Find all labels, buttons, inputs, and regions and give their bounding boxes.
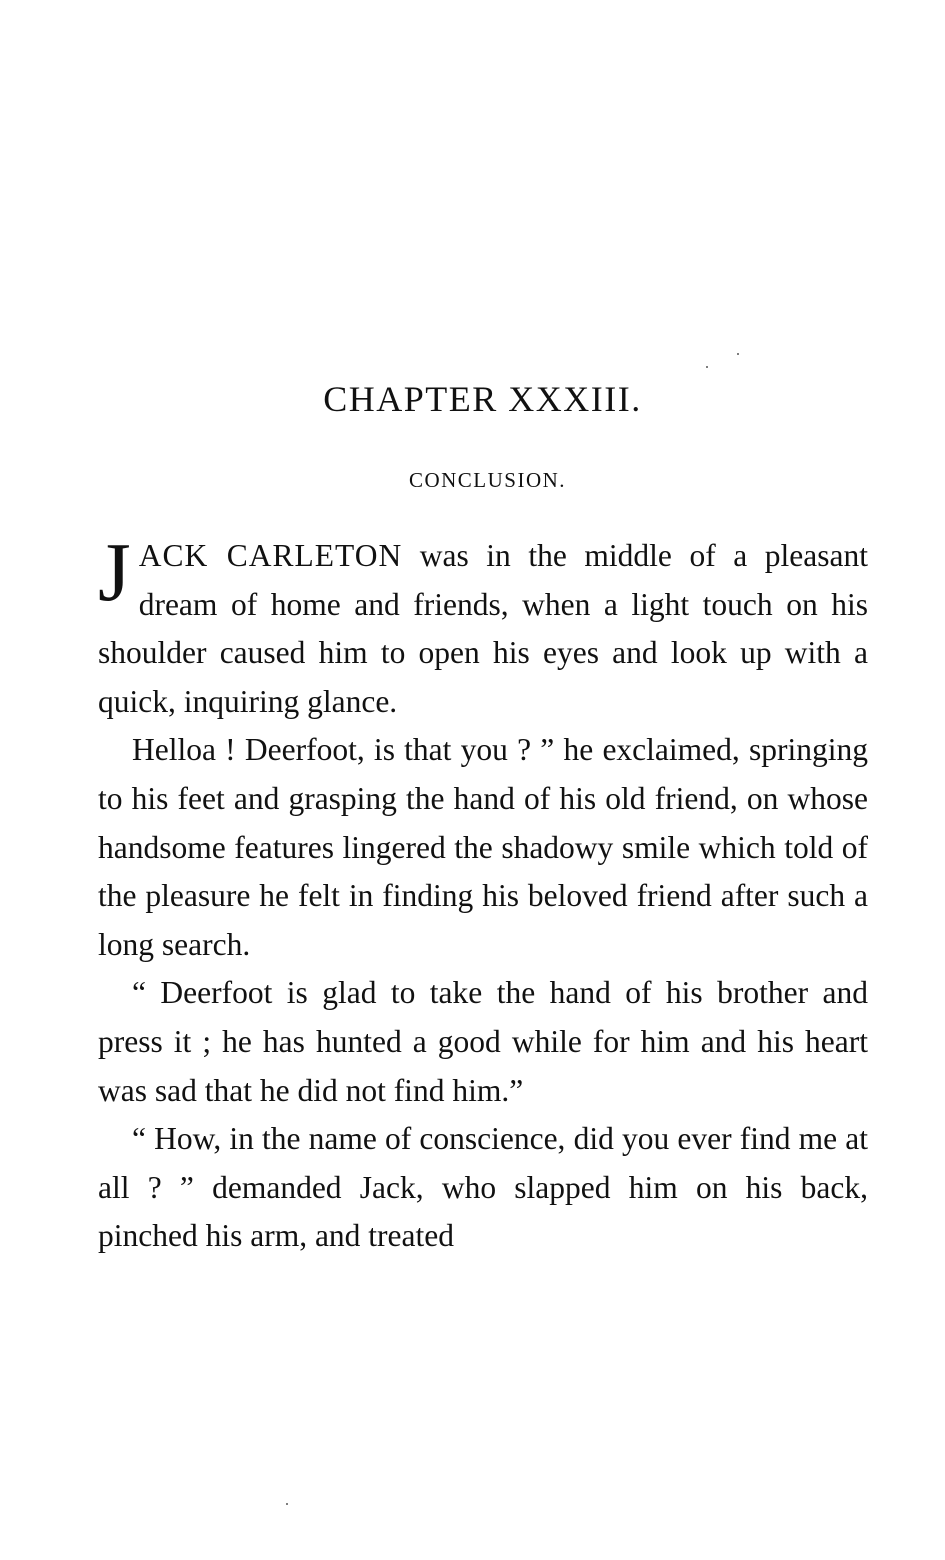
drop-cap-letter: J: [98, 526, 131, 619]
print-speck: [737, 353, 739, 355]
paragraph-1-text: was in the middle of a pleasant dream of home and friends, when a light touch on his shoulder caused him to open his eyes and look up with a quick, inquiring glance.: [98, 538, 868, 719]
chapter-title: CHAPTER XXXIII.: [323, 379, 642, 419]
lead-in-caps: ACK CARLETON: [138, 538, 403, 573]
print-speck: [286, 1503, 288, 1505]
paragraph-3: “ Deerfoot is glad to take the hand of his brother and press it ; he has hunted a good while for him and his heart was sad that he did not find him.”: [98, 975, 868, 1108]
paragraph-2: Helloa ! Deerfoot, is that you ? ” he exclaimed, springing to his feet and grasping the hand of his old friend, on whose handsome features lingered the shadowy smile which told of the pleasure he felt in finding his beloved friend after such a long search.: [98, 732, 868, 962]
paragraph-1: [98, 526, 868, 726]
print-speck: [706, 366, 708, 368]
paragraph-4: “ How, in the name of conscience, did you ever find me at all ? ” demanded Jack, who slapped him on his back, pinched his arm, and treated: [98, 1121, 868, 1254]
chapter-body: [98, 526, 868, 1261]
chapter-subtitle: CONCLUSION.: [408, 468, 567, 492]
